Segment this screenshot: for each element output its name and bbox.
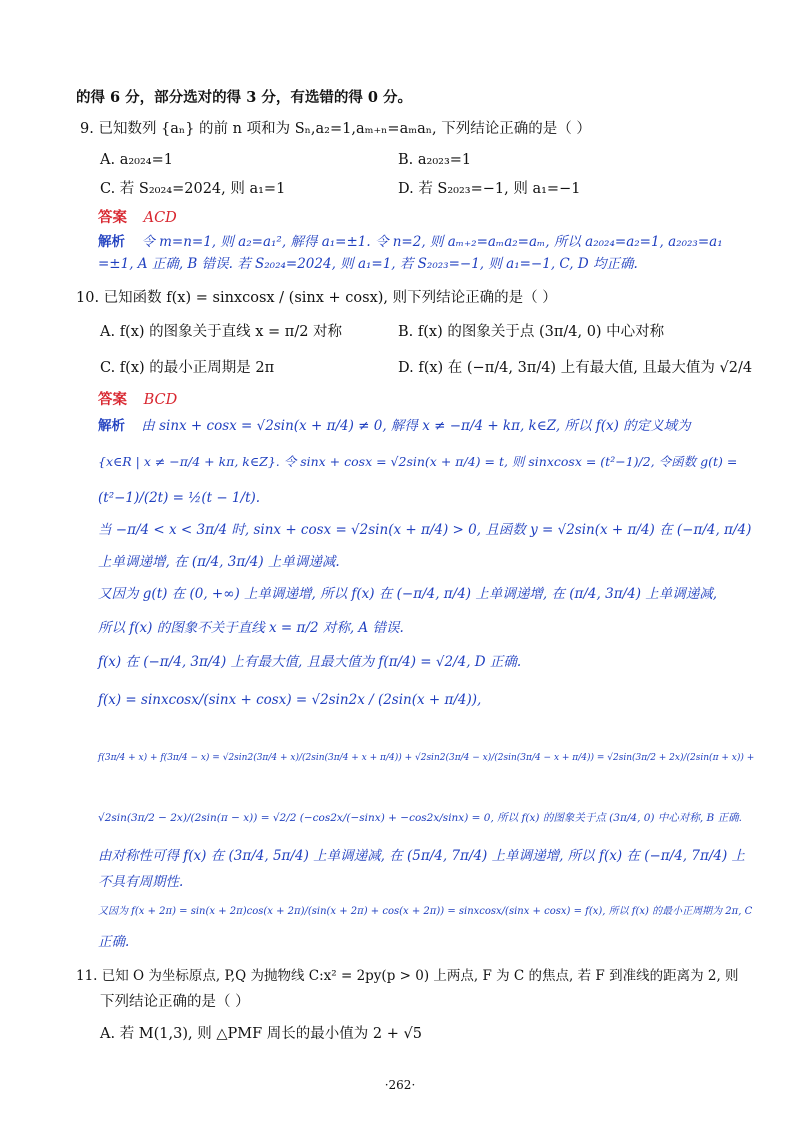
q11-stem-line-2: 下列结论正确的是（ ） — [100, 994, 250, 1010]
intro-text: 的得 6 分，部分选对的得 3 分，有选错的得 0 分。 — [76, 89, 413, 106]
q10-analysis-line-5: 上单调递增, 在 (π/4, 3π/4) 上单调递减. — [98, 554, 340, 570]
q9-analysis-line-1: 解析 令 m=n=1, 则 a₂=a₁², 解得 a₁=±1. 令 n=2, 则 aₘ₊₂=aₘa₂=aₘ, 所以 a₂₀₂₄=a₂=1, a₂₀₂₃=a₁ — [98, 234, 723, 250]
q10-answer-value: BCD — [143, 392, 178, 408]
q10-analysis-line-4: 当 −π/4 < x < 3π/4 时, sinx + cosx = √2sin(x + π/4) > 0, 且函数 y = √2sin(x + π/4) 在 (−π/4, π/4) — [98, 522, 752, 538]
q9-analysis-label: 解析 — [98, 234, 125, 250]
page-number: ·262· — [384, 1078, 416, 1092]
q11-stem-line-1: 11. 已知 O 为坐标原点, P,Q 为抛物线 C:x² = 2py(p > 0) 上两点, F 为 C 的焦点, 若 F 到准线的距离为 2, 则 — [76, 968, 739, 984]
q10-analysis-line-3: (t²−1)/(2t) = ½(t − 1/t). — [98, 490, 261, 506]
q10-analysis-label: 解析 — [98, 418, 125, 434]
q10-analysis-line-1: 解析 由 sinx + cosx = √2sin(x + π/4) ≠ 0, 解得 x ≠ −π/4 + kπ, k∈Z, 所以 f(x) 的定义域为 — [98, 418, 691, 434]
q10-analysis-line-7: 所以 f(x) 的图象不关于直线 x = π/2 对称, A 错误. — [98, 620, 404, 636]
q10-stem: 10. 已知函数 f(x) = sinxcosx / (sinx + cosx), 则下列结论正确的是（ ） — [76, 290, 557, 306]
q9-stem: 9. 已知数列 {aₙ} 的前 n 项和为 Sₙ,a₂=1,aₘ₊ₙ=aₘaₙ, 下列结论正确的是（ ） — [80, 121, 591, 137]
q10-option-c: C. f(x) 的最小正周期是 2π — [100, 360, 275, 376]
q10-analysis-line-2: {x∈R | x ≠ −π/4 + kπ, k∈Z}. 令 sinx + cosx = √2sin(x + π/4) = t, 则 sinxcosx = (t²−1)/2, 令函数 g(t) = — [98, 454, 738, 469]
q10-option-b: B. f(x) 的图象关于点 (3π/4, 0) 中心对称 — [398, 324, 665, 340]
q10-analysis-line-6: 又因为 g(t) 在 (0, +∞) 上单调递增, 所以 f(x) 在 (−π/4, π/4) 上单调递增, 在 (π/4, 3π/4) 上单调递减, — [98, 586, 718, 602]
q10-analysis-line-13: 不具有周期性. — [98, 874, 184, 890]
q9-answer-row — [98, 208, 177, 228]
q10-answer-row — [98, 390, 177, 410]
q10-analysis-line-8: f(x) 在 (−π/4, 3π/4) 上有最大值, 且最大值为 f(π/4) = √2/4, D 正确. — [98, 654, 522, 670]
q11-option-a: A. 若 M(1,3), 则 △PMF 周长的最小值为 2 + √5 — [100, 1026, 422, 1042]
q9-option-c: C. 若 S₂₀₂₄=2024, 则 a₁=1 — [100, 181, 286, 197]
q10-analysis-line-11: √2sin(3π/2 − 2x)/(2sin(π − x)) = √2/2 (−cos2x/(−sinx) + −cos2x/sinx) = 0, 所以 f(x) 的图象关于点 (3π/4, 0) 中心对称, B 正确. — [98, 812, 742, 824]
q9-answer-label: 答案 — [98, 209, 127, 226]
q9-option-d: D. 若 S₂₀₂₃=−1, 则 a₁=−1 — [398, 181, 581, 197]
q10-analysis-line-14: 又因为 f(x + 2π) = sin(x + 2π)cos(x + 2π)/(sin(x + 2π) + cos(x + 2π)) = sinxcosx/(sinx + cosx) = f(x), 所以 f(x) 的最小正周期为 2π, C — [98, 906, 753, 917]
q10-option-d: D. f(x) 在 (−π/4, 3π/4) 上有最大值, 且最大值为 √2/4 — [398, 360, 753, 376]
q10-option-a: A. f(x) 的图象关于直线 x = π/2 对称 — [100, 324, 343, 340]
q10-analysis-line-12: 由对称性可得 f(x) 在 (3π/4, 5π/4) 上单调递减, 在 (5π/4, 7π/4) 上单调递增, 所以 f(x) 在 (−π/4, 7π/4) 上 — [98, 848, 746, 864]
q10-analysis-line-9: f(x) = sinxcosx/(sinx + cosx) = √2sin2x / (2sin(x + π/4)), — [98, 692, 482, 708]
q9-analysis-line-2: =±1, A 正确, B 错误. 若 S₂₀₂₄=2024, 则 a₁=1, 若 S₂₀₂₃=−1, 则 a₁=−1, C, D 均正确. — [98, 256, 638, 272]
q9-answer-value: ACD — [143, 210, 177, 226]
q10-analysis-line-10: f(3π/4 + x) + f(3π/4 − x) = √2sin2(3π/4 + x)/(2sin(3π/4 + x + π/4)) + √2sin2(3π/4 − x)/(2sin(3π/4 − x + π/4)) = √2sin(3π/2 + 2x)/(2sin(π + x)) + — [98, 753, 755, 763]
q9-option-b: B. a₂₀₂₃=1 — [398, 152, 472, 168]
q10-answer-label: 答案 — [98, 391, 127, 408]
q10-analysis-line-15: 正确. — [98, 934, 130, 950]
q9-option-a: A. a₂₀₂₄=1 — [100, 152, 173, 168]
